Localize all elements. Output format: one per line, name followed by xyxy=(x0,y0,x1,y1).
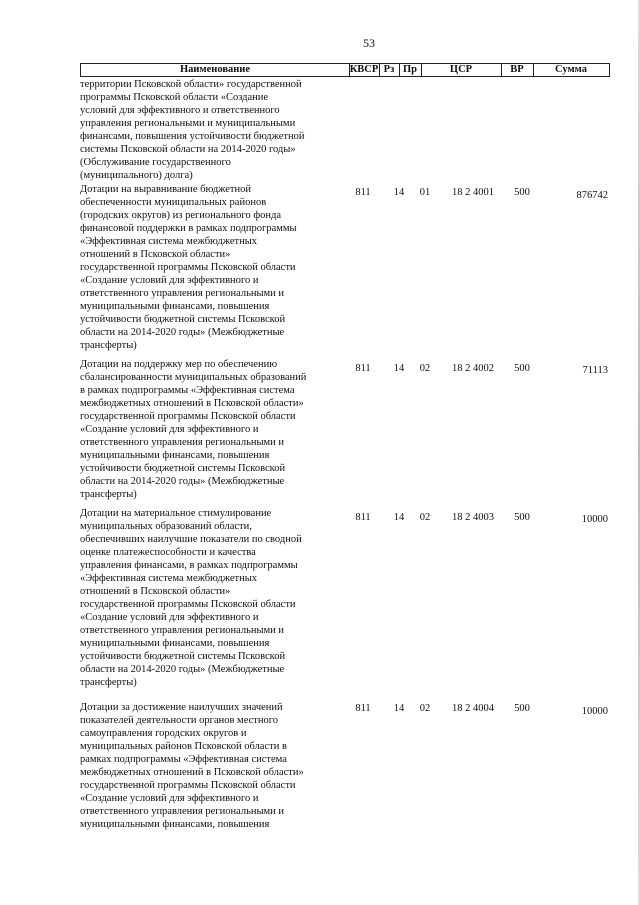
table-row-name: Дотации на материальное стимулирование муниципальных образований области, обеспечивших наилучшие показатели по сводной оценке платежеспособности и качества управления финансами, в рамках подпрограммы «Эффективная система межбюджетных отношений в Псковской области» государственной программы Псковской области «Создание условий для эффективного и ответственного управления региональными и муниципальными финансами, повышения устойчивости бюджетной системы Псковской области на 2014-2020 годы» (Межбюджетные трансферты) xyxy=(80,508,302,688)
cell-pr: 02 xyxy=(419,363,431,374)
cell-csr: 18 2 4004 xyxy=(452,703,494,714)
cell-vr: 500 xyxy=(514,512,530,523)
cell-sum: 10000 xyxy=(581,514,608,525)
cell-rz: 14 xyxy=(393,703,405,714)
cell-sum: 10000 xyxy=(581,706,608,717)
cell-kvsr: 811 xyxy=(355,363,371,374)
header-name: Наименование xyxy=(81,64,350,76)
table-row-name: Дотации за достижение наилучших значений показателей деятельности органов местного самоуправления городских округов и муниципальных районов Псковской области в рамках подпрограммы «Эффективная система межбюджетных отношений в Псковской области» государственной программы Псковской области «Создание условий для эффективного и ответственного управления региональными и муниципальными финансами, повышения xyxy=(80,702,304,830)
cell-pr: 02 xyxy=(419,512,431,523)
cell-csr: 18 2 4003 xyxy=(452,512,494,523)
table-row-name: территории Псковской области» государственной программы Псковской области «Создание условий для эффективного и ответственного управления региональными и муниципальными финансами, повышения устойчивости бюджетной системы Псковской области на 2014-2020 годы» (Обслуживание государственного (муниципального) долга) xyxy=(80,79,305,181)
cell-rz: 14 xyxy=(393,512,405,523)
table-row-name: Дотации на выравнивание бюджетной обеспеченности муниципальных районов (городских округов) из регионального фонда финансовой поддержки в рамках подпрограммы «Эффективная система межбюджетных отношений в Псковской области» государственной программы Псковской области «Создание условий для эффективного и ответственного управления региональными и муниципальными финансами, повышения устойчивости бюджетной системы Псковской области на 2014-2020 годы» (Межбюджетные трансферты) xyxy=(80,184,297,351)
header-vr: ВР xyxy=(501,64,534,76)
cell-vr: 500 xyxy=(514,363,530,374)
table-row-name: Дотации на поддержку мер по обеспечению сбалансированности муниципальных образований в рамках подпрограммы «Эффективная система межбюджетных отношений в Псковской области» государственной программы Псковской области «Создание условий для эффективного и ответственного управления региональными и муниципальными финансами, повышения устойчивости бюджетной системы Псковской области на 2014-2020 годы» (Межбюджетные трансферты) xyxy=(80,359,307,500)
cell-pr: 02 xyxy=(419,703,431,714)
cell-csr: 18 2 4001 xyxy=(452,187,494,198)
cell-sum: 876742 xyxy=(576,190,608,201)
header-rz: Рз xyxy=(379,64,400,76)
cell-rz: 14 xyxy=(393,187,405,198)
header-pr: Пр xyxy=(399,64,422,76)
cell-sum: 71113 xyxy=(582,365,608,376)
table-header xyxy=(80,63,610,77)
cell-pr: 01 xyxy=(419,187,431,198)
cell-vr: 500 xyxy=(514,703,530,714)
cell-kvsr: 811 xyxy=(355,187,371,198)
cell-vr: 500 xyxy=(514,187,530,198)
cell-kvsr: 811 xyxy=(355,703,371,714)
cell-csr: 18 2 4002 xyxy=(452,363,494,374)
header-sum: Сумма xyxy=(555,64,587,75)
cell-rz: 14 xyxy=(393,363,405,374)
page-number: 53 xyxy=(363,36,375,50)
header-csr: ЦСР xyxy=(421,64,502,76)
cell-kvsr: 811 xyxy=(355,512,371,523)
header-kvsr: КВСР xyxy=(349,64,379,75)
